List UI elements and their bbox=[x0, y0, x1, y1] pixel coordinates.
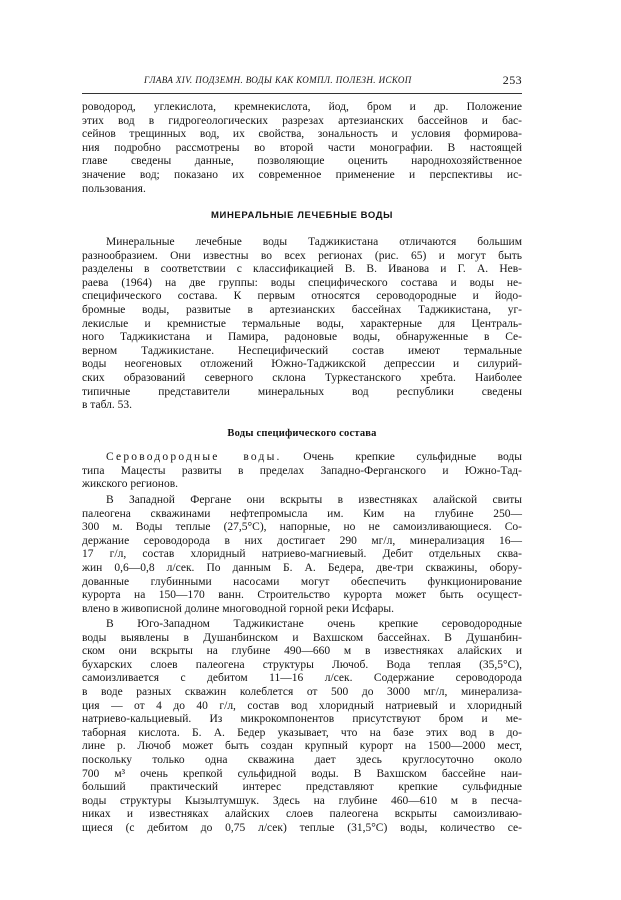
paragraph-line: раева (1964) на две группы: воды специфического состава и воды не- bbox=[82, 276, 522, 289]
section-heading-mineral-waters: МИНЕРАЛЬНЫЕ ЛЕЧЕБНЫЕ ВОДЫ bbox=[211, 210, 393, 221]
paragraph-line: значение вод; показано их современное применение и перспективы ис- bbox=[82, 168, 522, 181]
paragraph-line: специфического состава. К первым относятся сероводородные и йодо- bbox=[82, 290, 522, 303]
paragraph-line: поскольку только одна скважина дает здесь круглосуточно около bbox=[82, 753, 522, 766]
paragraph-line: 300 м. Воды теплые (27,5°С), напорные, но не самоизливающиеся. Со- bbox=[82, 521, 522, 534]
paragraph-lines bbox=[82, 494, 522, 616]
paragraph-line: самоизливается с дебитом 11—16 л/сек. Содержание сероводорода bbox=[82, 672, 522, 685]
paragraph-line: никах и известняках алайских слоев палеогена вскрыты самоизливаю- bbox=[82, 808, 522, 821]
paragraph-line: лине р. Лючоб может быть создан крупный курорт на 1500—2000 мест, bbox=[82, 740, 522, 753]
paragraph-line: ция — от 4 до 40 г/л, состав вод хлоридный натриевый и хлоридный bbox=[82, 699, 522, 712]
running-title: ГЛАВА XIV. ПОДЗЕМН. ВОДЫ КАК КОМПЛ. ПОЛЕЗН. ИСКОП bbox=[144, 75, 412, 85]
paragraph-line: В Западной Фергане они вскрыты в известняках алайской свиты bbox=[106, 494, 522, 506]
western-fergana-paragraph bbox=[82, 494, 522, 616]
paragraph-line: бромные воды, развитые в артезианских бассейнах Таджикистана, уг- bbox=[82, 303, 522, 316]
paragraph-line: В Юго-Западном Таджикистане очень крепкие сероводородные bbox=[106, 618, 522, 630]
paragraph-lines bbox=[82, 236, 522, 413]
intro-paragraph bbox=[82, 101, 522, 196]
paragraph-line: разнообразием. Они известны во всех регионах (рис. 65) и могут быть bbox=[82, 249, 522, 262]
paragraph-line: лекислые и кремнистые термальные воды, характерные для Централь- bbox=[82, 317, 522, 330]
paragraph-line: ного Таджикистана и Памира, радоновые воды, обнаруженные в Се- bbox=[82, 331, 522, 344]
paragraph-lines bbox=[82, 101, 522, 196]
paragraph-line: сейнов трещинных вод, их свойства, зональность и условия формирова- bbox=[82, 128, 522, 141]
paragraph-line: жикского регионов. bbox=[82, 478, 178, 491]
paragraph-line: щиеся (с дебитом до 0,75 л/сек) теплые (31,5°С) воды, количество се- bbox=[82, 821, 522, 834]
line-text: Очень крепкие сульфидные воды bbox=[281, 451, 522, 463]
paragraph-line: влено в живописной долине многоводной горной реки Исфары. bbox=[82, 602, 394, 615]
southwest-tajikistan-paragraph bbox=[82, 618, 522, 836]
paragraph-line: воды неогеновых отложений Южно-Таджикской депрессии и силурий- bbox=[82, 358, 522, 371]
paragraph-line: ния подробно рассмотрены во второй части монографии. В настоящей bbox=[82, 141, 522, 154]
subsection-heading-specific-waters: Воды специфического состава bbox=[227, 428, 377, 439]
header-rule bbox=[82, 93, 522, 94]
paragraph-line: держание сероводорода в них достигает 290 мг/л, минерализация 16— bbox=[82, 534, 522, 547]
paragraph-line: этих вод в гидрогеологических разрезах артезианских бассейнов и бас- bbox=[82, 114, 522, 127]
paragraph-line: роводород, углекислота, кремнекислота, йод, бром и др. Положение bbox=[82, 101, 522, 113]
paragraph-line: воды структуры Кызылтумшук. Здесь на глубине 460—610 м в песча- bbox=[82, 794, 522, 807]
paragraph-line: 700 м³ очень крепкой сульфидной воды. В Вахшском бассейне наи- bbox=[82, 767, 522, 780]
page-number: 253 bbox=[502, 73, 522, 87]
paragraph-line: типичные представители минеральных вод республики сведены bbox=[82, 385, 522, 398]
paragraph-line: главе сведены данные, позволяющие оценить народнохозяйственное bbox=[82, 155, 522, 168]
paragraph-line: Минеральные лечебные воды Таджикистана отличаются большим bbox=[106, 236, 522, 248]
page-header bbox=[82, 73, 522, 89]
paragraph-line: больший практический интерес представляют крепкие сульфидные bbox=[82, 781, 522, 794]
hydrogen-sulfide-paragraph bbox=[82, 451, 522, 492]
paragraph-line: 17 г/л, состав хлоридный натриево-магниевый. Дебит отдельных сква- bbox=[82, 548, 522, 561]
paragraph-line: в воде разных скважин колеблется от 500 до 3000 мг/л, минерализа- bbox=[82, 685, 522, 698]
paragraph-line: таборная кислота. Б. А. Бедер указывает, что на базе этих вод в до- bbox=[82, 726, 522, 739]
paragraph-lines bbox=[82, 451, 522, 492]
run-in-heading: Сероводородные воды. bbox=[106, 451, 282, 463]
paragraph-line: верном Таджикистане. Неспецифический состав имеют термальные bbox=[82, 344, 522, 357]
paragraph-lines bbox=[82, 618, 522, 836]
paragraph-line: бухарских слоев палеогена структуры Лючоб. Вода теплая (35,5°С), bbox=[82, 658, 522, 671]
paragraph-line: разделены в соответствии с классификацией В. В. Иванова и Г. А. Нев- bbox=[82, 263, 522, 276]
paragraph-line: палеогена скважинами нефтепромысла им. Ким на глубине 250— bbox=[82, 507, 522, 520]
paragraph-line: пользования. bbox=[82, 182, 146, 195]
paragraph-line: в табл. 53. bbox=[82, 399, 133, 412]
paragraph-line: жин 0,6—0,8 л/сек. По данным Б. А. Бедера, две-три скважины, обору- bbox=[82, 561, 522, 574]
paragraph-line: воды выявлены в Душанбинском и Вахшском бассейнах. В Душанбин- bbox=[82, 631, 522, 644]
mineral-waters-paragraph bbox=[82, 236, 522, 413]
paragraph-line: натриево-кальциевый. Из микрокомпонентов присутствуют бром и ме- bbox=[82, 713, 522, 726]
paragraph-line: типа Мацесты развиты в пределах Западно-Ферганского и Южно-Тад- bbox=[82, 464, 522, 477]
paragraph-line: ских образований северного склона Туркестанского хребта. Наиболее bbox=[82, 371, 522, 384]
paragraph-line bbox=[82, 451, 522, 465]
paragraph-line: дованные глубинными насосами могут обеспечить функционирование bbox=[82, 575, 522, 588]
paragraph-line: ском они вскрыты на глубине 490—660 м в известняках алайских и bbox=[82, 645, 522, 658]
paragraph-line: курорта на 150—170 ванн. Строительство курорта может быть осущест- bbox=[82, 589, 522, 602]
